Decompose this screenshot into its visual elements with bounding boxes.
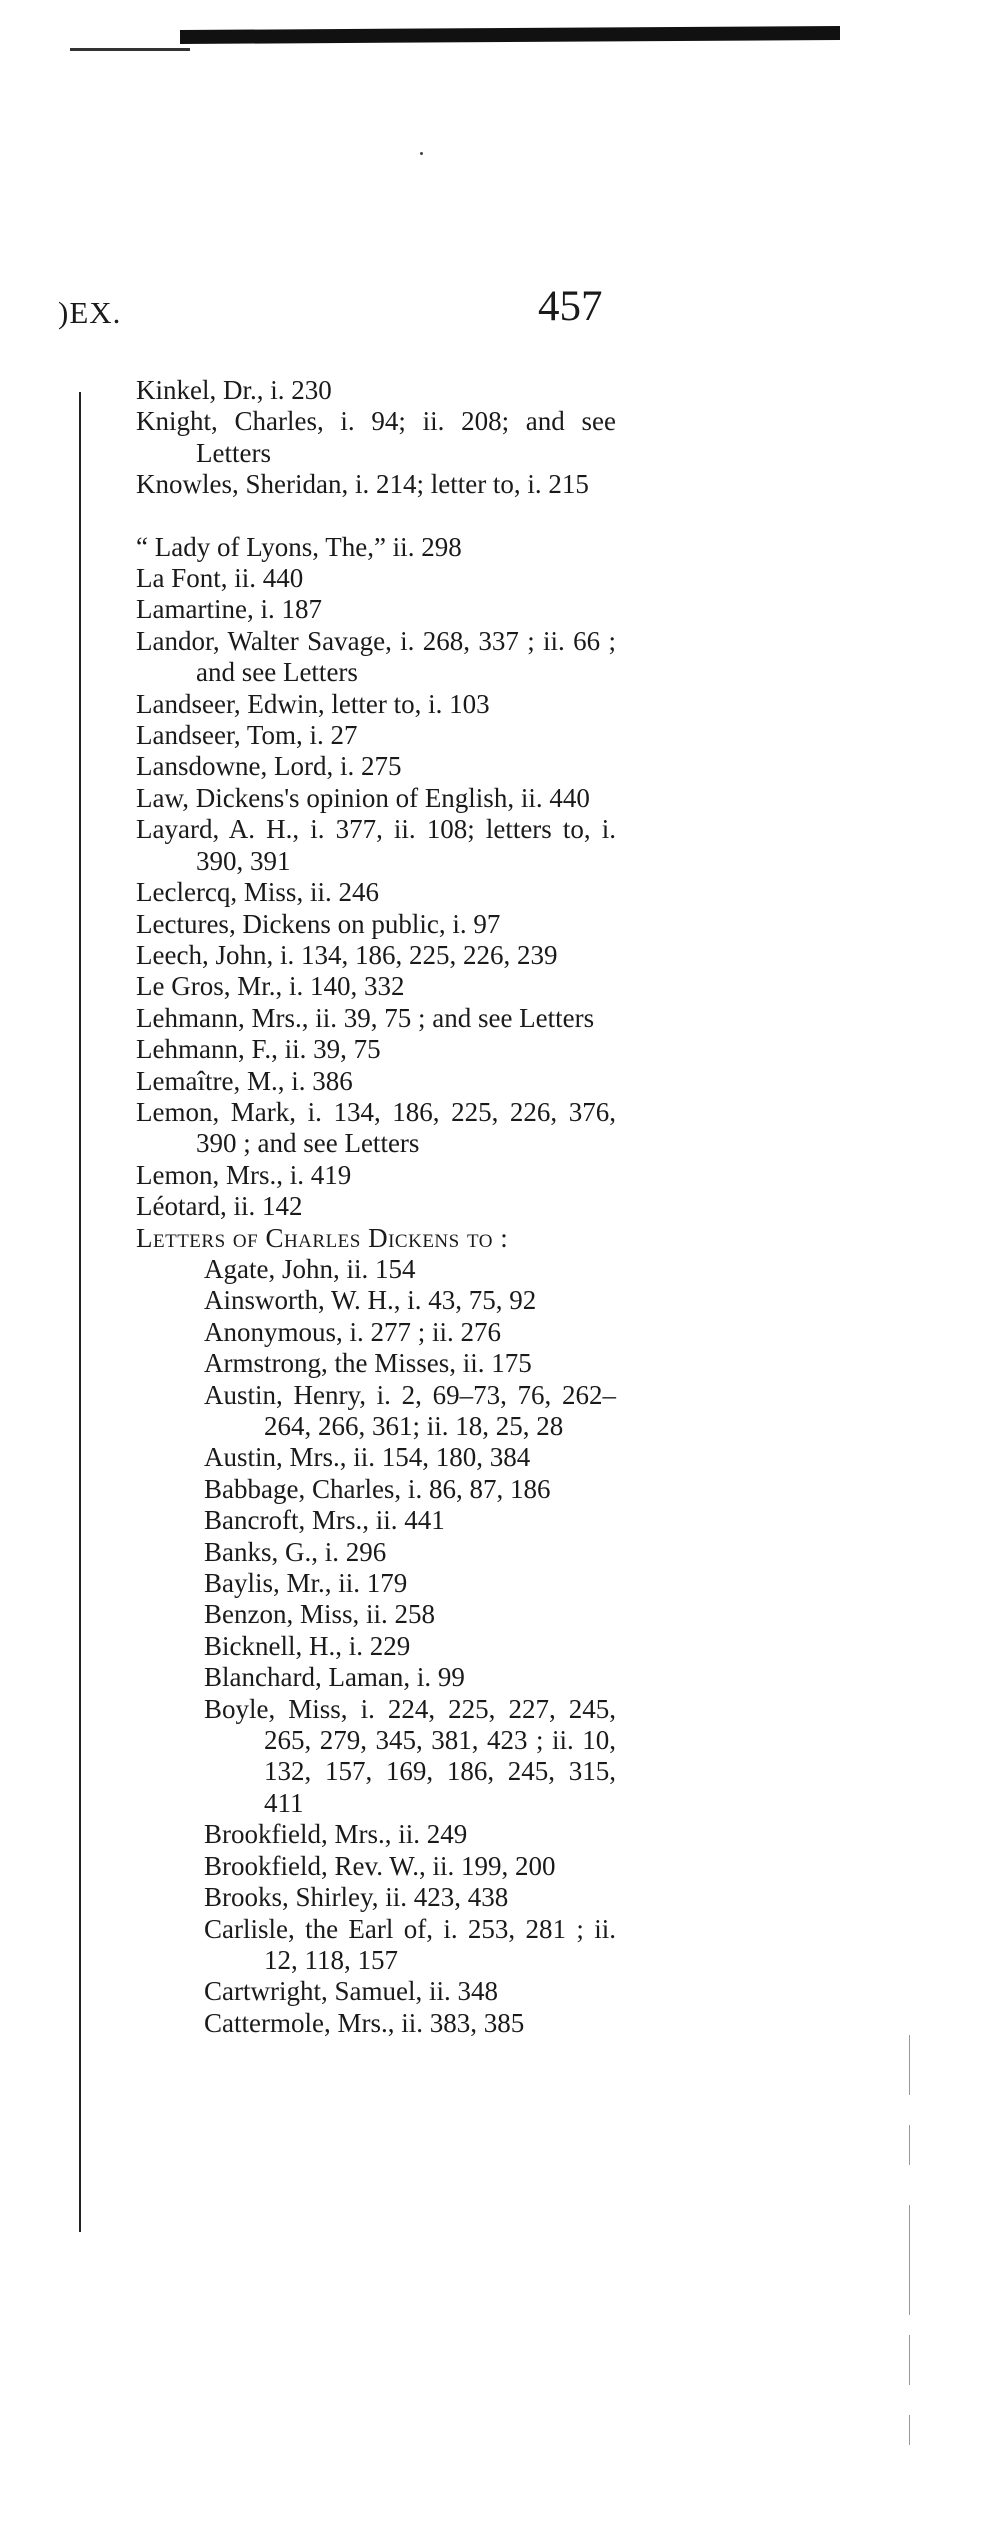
index-subentry: Armstrong, the Misses, ii. 175 — [204, 1348, 532, 1379]
index-entry: Lansdowne, Lord, i. 275 — [136, 751, 402, 782]
index-subentry: Banks, G., i. 296 — [204, 1536, 387, 1567]
index-subentry: Bancroft, Mrs., ii. 441 — [204, 1505, 445, 1536]
index-entry: Lehmann, F., ii. 39, 75 — [136, 1034, 381, 1065]
index-entry: Lehmann, Mrs., ii. 39, 75 ; and see Letters — [136, 1002, 595, 1033]
index-entry: Landseer, Tom, i. 27 — [136, 720, 358, 751]
index-subentry: Benzon, Miss, ii. 258 — [204, 1599, 436, 1630]
index-subentry: Cartwright, Samuel, ii. 348 — [204, 1976, 498, 2007]
index-entry: Lemon, Mrs., i. 419 — [136, 1159, 352, 1190]
index-subentry: Agate, John, ii. 154 — [204, 1253, 416, 1284]
index-subentry: Boyle, Miss, i. 224, 225, 227, 245, 265, 279, 345, 381, 423 ; ii. 10, 132, 157, 169, 186, 245, 315, 411 — [204, 1693, 616, 1818]
index-subentry: Ainsworth, W. H., i. 43, 75, 92 — [204, 1285, 537, 1316]
index-entry: Layard, A. H., i. 377, ii. 108; letters to, i. 390, 391 — [136, 814, 616, 876]
index-subentry: Brookfield, Mrs., ii. 249 — [204, 1819, 468, 1850]
paper-speck — [420, 152, 423, 155]
index-entry: Lemon, Mark, i. 134, 186, 225, 226, 376, 390 ; and see Letters — [136, 1096, 616, 1159]
index-subentry: Blanchard, Laman, i. 99 — [204, 1662, 465, 1693]
index-subentry: Austin, Mrs., ii. 154, 180, 384 — [204, 1442, 531, 1473]
index-entry: Knight, Charles, i. 94; ii. 208; and see Letters — [136, 406, 616, 468]
index-subentry: Babbage, Charles, i. 86, 87, 186 — [204, 1473, 551, 1504]
index-entry: Knowles, Sheridan, i. 214; letter to, i. 215 — [136, 469, 589, 500]
index-entry: Lemaître, M., i. 386 — [136, 1065, 353, 1096]
index-subentry: Carlisle, the Earl of, i. 253, 281 ; ii. 12, 118, 157 — [204, 1913, 616, 1975]
index-heading: Letters of Charles Dickens to : — [136, 1222, 509, 1253]
running-head: )EX. — [58, 295, 122, 330]
index-entry: Leclercq, Miss, ii. 246 — [136, 877, 379, 908]
index-entry: Leech, John, i. 134, 186, 225, 226, 239 — [136, 939, 558, 970]
index-subentry: Brookfield, Rev. W., ii. 199, 200 — [204, 1850, 556, 1881]
index-subentry: Anonymous, i. 277 ; ii. 276 — [204, 1316, 502, 1347]
index-entry: Law, Dickens's opinion of English, ii. 440 — [136, 782, 590, 813]
index-subentry: Brooks, Shirley, ii. 423, 438 — [204, 1882, 509, 1913]
top-page-edge-thin-rule — [70, 48, 190, 51]
index-subentry: Cattermole, Mrs., ii. 383, 385 — [204, 2007, 525, 2038]
index-entry: Landor, Walter Savage, i. 268, 337 ; ii. 66 ; and see Letters — [136, 625, 616, 688]
column-rule — [79, 392, 81, 2232]
index-subentry: Bicknell, H., i. 229 — [204, 1630, 411, 1661]
index-entry: “ Lady of Lyons, The,” ii. 298 — [136, 531, 462, 562]
page-edge-marks — [905, 2035, 915, 2455]
index-entry: Lectures, Dickens on public, i. 97 — [136, 908, 501, 939]
index-entry: Landseer, Edwin, letter to, i. 103 — [136, 688, 490, 719]
top-page-edge-rule — [180, 26, 840, 44]
index-entry: La Font, ii. 440 — [136, 563, 304, 594]
index-subentry: Austin, Henry, i. 2, 69–73, 76, 262–264, 266, 361; ii. 18, 25, 28 — [204, 1379, 616, 1441]
index-subentry: Baylis, Mr., ii. 179 — [204, 1568, 408, 1599]
index-entry: Le Gros, Mr., i. 140, 332 — [136, 971, 405, 1002]
index-entry: Léotard, ii. 142 — [136, 1191, 303, 1222]
index-entry: Kinkel, Dr., i. 230 — [136, 375, 332, 405]
page-number: 457 — [538, 283, 603, 330]
index-column — [136, 375, 616, 2039]
section-gap — [136, 501, 616, 532]
index-entry: Lamartine, i. 187 — [136, 594, 322, 625]
